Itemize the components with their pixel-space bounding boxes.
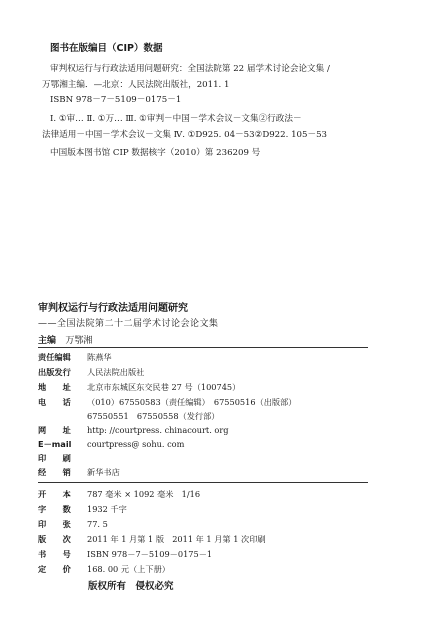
label-sheets: 印 张: [38, 519, 71, 529]
value-sheets: 77. 5: [87, 519, 108, 529]
value-email: courtpress@ sohu. com: [87, 439, 185, 449]
label-address: 地 址: [38, 382, 71, 392]
value-format: 787 毫米 × 1092 毫米 1/16: [87, 489, 201, 499]
label-website: 网 址: [38, 425, 71, 435]
value-phone: （010）67550583（责任编辑） 67550516（出版部）: [87, 397, 297, 407]
value-distributor: 新华书店: [87, 467, 120, 477]
label-printer: 印 刷: [38, 453, 71, 463]
value-address: 北京市东城区东交民巷 27 号（100745）: [87, 382, 241, 392]
divider-top: [38, 347, 368, 348]
divider-middle: [38, 482, 368, 483]
label-email: E－mail: [38, 439, 72, 449]
value-phone-2: 67550551 67550558（发行部）: [87, 411, 220, 421]
book-subtitle: ——全国法院第二十二届学术讨论会论文集: [38, 319, 219, 329]
value-edition: 2011 年 1 月第 1 版 2011 年 1 月第 1 次印刷: [87, 534, 266, 544]
cip-line-title: 审判权运行与行政法适用问题研究：全国法院第 22 届学术讨论会论文集 /: [50, 64, 330, 74]
cip-line-subjects: Ⅰ. ①审… Ⅱ. ①万… Ⅲ. ①审判－中国－学术会议－文集②行政法－: [50, 114, 302, 124]
value-editor-in-charge: 陈燕华: [87, 352, 112, 362]
value-book-number: ISBN 978－7－5109－0175－1: [87, 549, 213, 559]
label-editor-in-charge: 责任编辑: [38, 352, 71, 362]
label-publisher: 出版发行: [38, 367, 71, 377]
cip-line-record-number: 中国版本图书馆 CIP 数据核字（2010）第 236209 号: [50, 148, 261, 158]
value-publisher: 人民法院出版社: [87, 367, 145, 377]
label-format: 开 本: [38, 489, 71, 499]
label-phone: 电 话: [38, 397, 71, 407]
cip-heading: 图书在版编目（CIP）数据: [50, 43, 163, 54]
value-price: 168. 00 元（上下册）: [87, 564, 170, 574]
label-edition: 版 次: [38, 534, 71, 544]
copyright-notice: 版权所有 侵权必究: [88, 581, 174, 592]
value-website: http: //courtpress. chinacourt. org: [87, 425, 229, 435]
editor-label: 主编: [38, 336, 57, 346]
cip-line-isbn: ISBN 978－7－5109－0175－1: [50, 95, 182, 105]
book-title: 审判权运行与行政法适用问题研究: [38, 303, 188, 314]
editor-name: 万鄂湘: [65, 336, 93, 346]
label-book-number: 书 号: [38, 549, 71, 559]
label-price: 定 价: [38, 564, 71, 574]
book-editor: [38, 333, 92, 346]
label-word-count: 字 数: [38, 504, 71, 514]
cip-line-classification: 法律适用－中国－学术会议－文集 Ⅳ. ①D925. 04－53②D922. 105－53: [42, 130, 328, 140]
label-distributor: 经 销: [38, 467, 71, 477]
value-word-count: 1932 千字: [87, 504, 127, 514]
cip-line-editor: 万鄂湘主编．—北京：人民法院出版社，2011. 1: [42, 80, 230, 90]
